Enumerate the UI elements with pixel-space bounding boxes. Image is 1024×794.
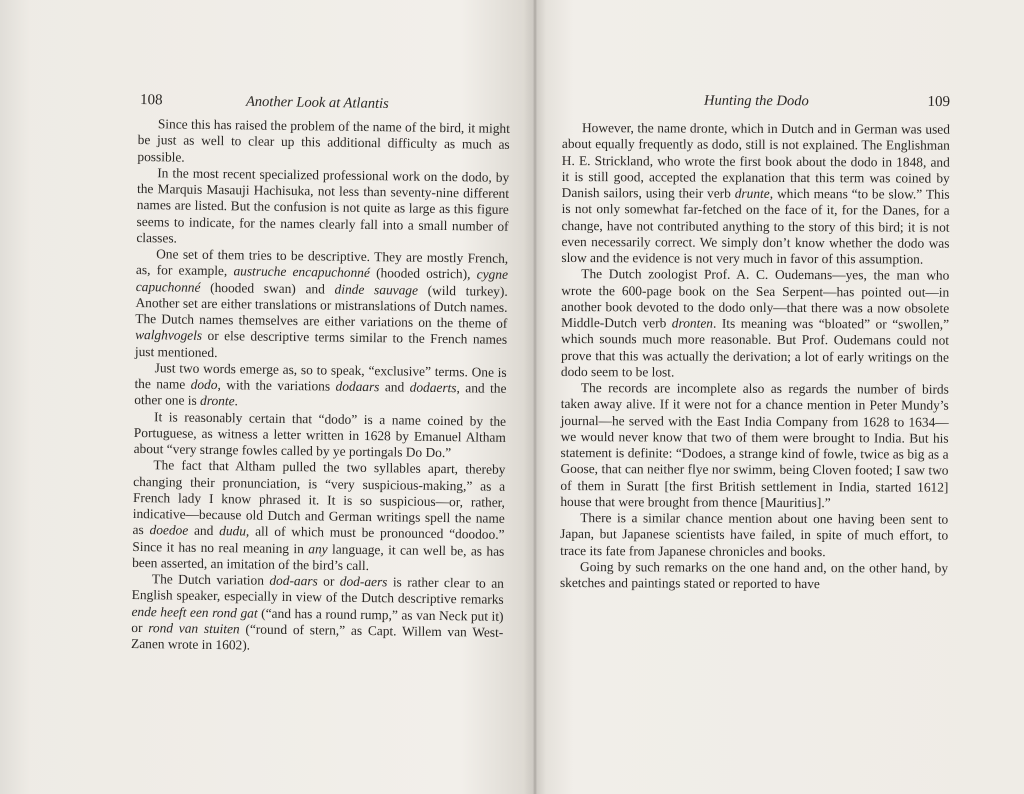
left-running-head [138, 92, 510, 118]
left-running-title: Another Look at Atlantis [245, 93, 389, 112]
book-spine-gutter [524, 0, 546, 794]
text-run: Since this has raised the problem of the name of the bird, it might be just as well to clear up this additional difficulty as much as possible. [137, 116, 510, 165]
paragraph [137, 116, 510, 170]
paragraph [561, 120, 950, 268]
right-running-title: Hunting the Dodo [703, 92, 809, 110]
italic-term: dodaerts [409, 379, 457, 396]
italic-term: dodaars [335, 378, 380, 395]
text-run: However, the name dronte, which in Dutch and in German was used about equally frequently as dodo, still is not explained. The Englishman H. E. Strickland, who wrote the first book about the dodo in 1848, and it is still good, accepted the explanation that this term was coined by Danish sailors, using their verb [561, 120, 950, 201]
text-run: The fact that Altham pulled the two syllables apart, thereby changing their pronunciation, is “very suspicious-making,” as a French lady I know phrased it. It is so suspicious—or, rather, indicative—because old Dutch and German writings spell the name as [132, 457, 506, 538]
text-run: It is reasonably certain that “dodo” is a name coined by the Portuguese, as witness a letter written in 1628 by Emanuel Altham about “very strange fowles called by ye portingals Do Do.” [133, 408, 507, 461]
paragraph [560, 510, 948, 560]
italic-term: any [308, 540, 328, 557]
left-page [130, 0, 510, 794]
paragraph [136, 165, 509, 251]
italic-term: dod-aars [269, 572, 318, 589]
text-run: One set of them tries to be descriptive. They are mostly French, as, for example, [135, 246, 509, 279]
page-edge-shadow [0, 0, 30, 794]
right-page-body [560, 120, 950, 593]
paragraph [560, 380, 949, 512]
text-run: (hooded ostrich), [369, 265, 477, 282]
text-run: or else descriptive terms similar to the French names just mentioned. [134, 328, 508, 360]
paragraph [131, 571, 504, 657]
text-run: and [188, 522, 220, 539]
italic-term: austruche encapuchonné [233, 263, 370, 281]
paragraph [132, 457, 505, 576]
text-run: and [379, 379, 410, 395]
italic-term: cygne capuchonné [135, 266, 509, 295]
text-run: The Dutch zoologist Prof. A. C. Oudemans—yes, the man who wrote the 600-page book on the Sea Serpent—has pointed out—in another book devoted to the dodo only—that there was a now obsolete Middle-Dutch verb [561, 266, 950, 331]
text-run: is rather clear to an English speaker, especially in view of the Dutch descriptive remarks [131, 574, 504, 608]
text-run: (“round of stern,” as Capt. Willem van West-Zanen wrote in 1602). [130, 621, 504, 653]
paragraph [561, 266, 949, 381]
right-page [559, 0, 951, 794]
italic-term: ende heeft een rond gat [131, 603, 258, 621]
text-run: . [234, 393, 239, 409]
text-run: language, it can well be, as has been asserted, an imitation of the bird’s call. [132, 541, 505, 573]
left-page-body [131, 116, 510, 657]
right-page-number: 109 [927, 93, 951, 111]
italic-term: dronte [200, 393, 235, 409]
text-run: (“and has a round rump,” as van Neck put it) or [131, 605, 504, 635]
italic-term: dinde sauvage [334, 281, 419, 298]
left-page-number: 108 [139, 92, 163, 109]
text-run: or [317, 573, 340, 589]
text-run: . Its meaning was “bloated” or “swollen,” which sounds much more reasonable. But Prof. Oudemans could not prove that this was actually the derivation; a lot of early writings on the dodo seem to be lost. [560, 315, 950, 380]
text-run: , and the other one is [134, 380, 507, 409]
paragraph [134, 360, 507, 414]
text-run: The Dutch variation [151, 571, 270, 588]
text-run: Just two words emerge as, so to speak, “exclusive” terms. One is the name [134, 359, 507, 392]
paragraph [134, 408, 507, 462]
italic-term: walghvogels [135, 327, 203, 344]
right-running-head [562, 92, 950, 114]
text-run: , which means “to be slow.” This is not only somewhat far-fetched on the face of it, for the Danes, for a change, have not contributed anything to the story of this bird; it is not even necessarily correct. We simply don’t know whether the dodo was slow and the evidence is not very much in favor of this assumption. [561, 185, 950, 267]
text-run: , all of which must be pronounced “doodoo.” Since it has no real meaning in [132, 523, 505, 556]
text-run: (wild turkey). Another set are either translations or mistranslations of Dutch names. The Dutch names themselves are either variations on the theme of [135, 282, 508, 331]
text-run: The records are incomplete also as regards the number of birds taken away alive. If it were not for a chance mention in Peter Mundy’s journal—he served with the East India Company from 1628 to 1634—we would never know that two of them were brought to India. But his statement is definite: “Dodoes, a strange kind of fowle, twice as big as a Goose, that can neither flye nor swimm, being Cloven footed; I saw two of them in Suratt [the first British settlement in India, started 1612] house that were brought from thence [Mauritius].” [560, 380, 949, 510]
paragraph [135, 246, 508, 365]
italic-term: rond van stuiten [148, 619, 240, 637]
italic-term: drunte [734, 185, 770, 201]
text-run: In the most recent specialized professional work on the dodo, by the Marquis Masauji Hachisuka, not less than seventy-nine different names are listed. But the confusion is not quite as large as this figure seems to indicate, for the names clearly fall into a small number of classes. [136, 165, 510, 246]
italic-term: dronten [671, 315, 714, 331]
italic-term: doedoe [149, 522, 189, 538]
text-run: There is a similar chance mention about one having been sent to Japan, but Japanese scientists have failed, in spite of much effort, to trace its fate from Japanese chronicles and books. [560, 510, 949, 559]
text-run: Going by such remarks on the one hand and, on the other hand, by sketches and paintings stated or reported to have [559, 558, 949, 592]
italic-term: dod-aers [339, 573, 388, 590]
text-run: , with the variations [217, 377, 336, 394]
text-run: (hooded swan) and [200, 279, 335, 297]
paragraph [560, 559, 948, 593]
italic-term: dodo [190, 376, 218, 393]
italic-term: dudu [219, 523, 247, 539]
